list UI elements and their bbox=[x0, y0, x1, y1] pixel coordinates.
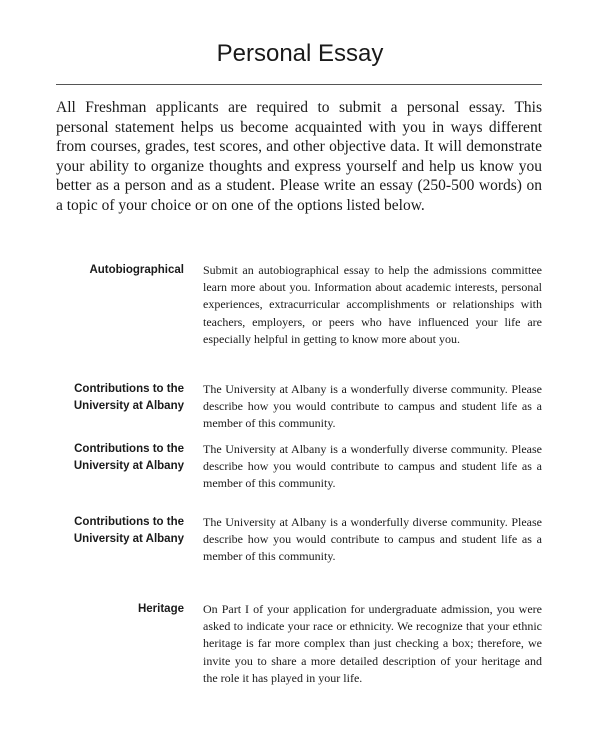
option-description: The University at Albany is a wonderfully diverse community. Please describe how you would contribute to campus and student life as a member of this community. bbox=[203, 442, 542, 491]
option-description: The University at Albany is a wonderfully diverse community. Please describe how you would contribute to campus and student life as a member of this community. bbox=[203, 382, 542, 431]
option-label: Contributions to the University at Albany bbox=[73, 383, 184, 412]
option-label: Contributions to the University at Albany bbox=[73, 443, 184, 472]
option-description: The University at Albany is a wonderfully diverse community. Please describe how you would contribute to campus and student life as a member of this community. bbox=[203, 515, 542, 564]
option-description: On Part I of your application for undergraduate admission, you were asked to indicate your race or ethnicity. We recognize that your ethnic heritage is far more complex than just checking a box; therefore, we invite you to share a more detailed description of your heritage and the role it has played in your life. bbox=[203, 602, 542, 685]
option-label: Autobiographical bbox=[89, 264, 184, 276]
title-divider bbox=[56, 84, 542, 85]
page-title: Personal Essay bbox=[216, 40, 384, 67]
option-label: Contributions to the University at Albany bbox=[73, 516, 184, 545]
intro-paragraph: All Freshman applicants are required to submit a personal essay. This personal statement helps us become acquainted with you in ways different from courses, grades, test scores, and other objective data. It will demonstrate your ability to organize thoughts and express yourself and help us know you better as a person and as a student. Please write an essay (250-500 words) on a topic of your choice or on one of the options listed below. bbox=[56, 99, 542, 214]
option-label: Heritage bbox=[137, 603, 184, 615]
option-description: Submit an autobiographical essay to help the admissions committee learn more about you. Information about academic interests, personal experiences, extracurricular accomplishments or relationships with teachers, employers, or peers who have influenced your life are especially helpful in getting to know more about you. bbox=[203, 263, 542, 346]
